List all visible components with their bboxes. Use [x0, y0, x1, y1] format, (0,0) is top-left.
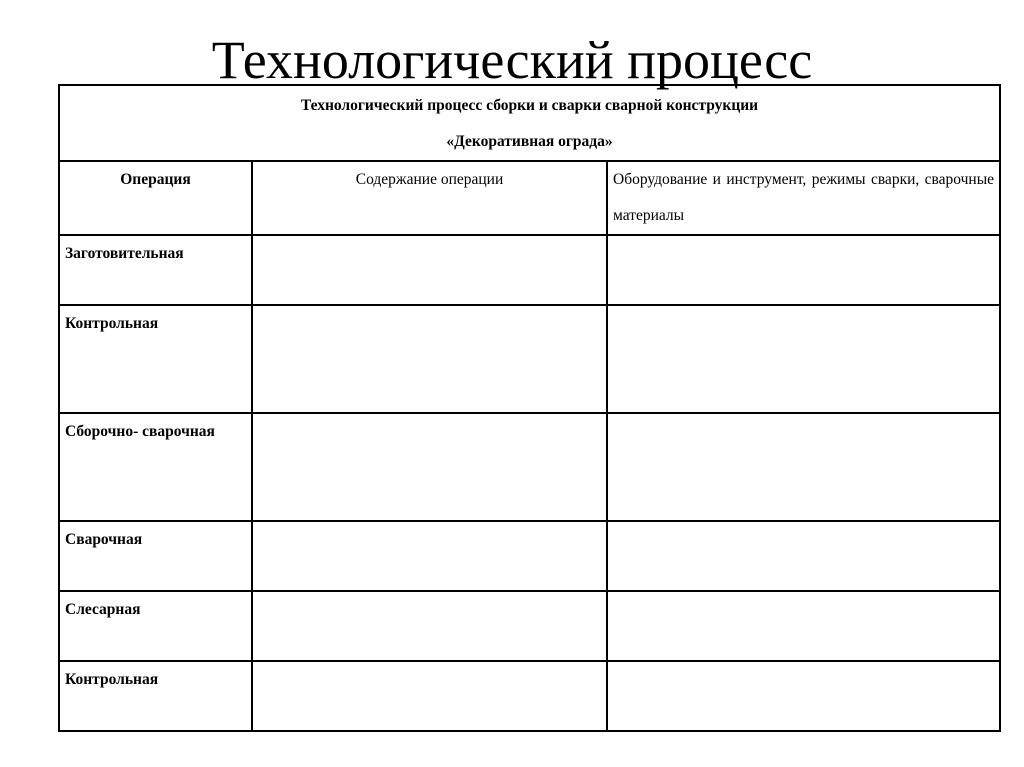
header-content: Содержание операции	[252, 161, 607, 235]
equipment-cell	[607, 521, 1000, 591]
content-cell	[252, 661, 607, 731]
table-header-row	[59, 161, 1000, 235]
header-operation: Операция	[59, 161, 252, 235]
operation-cell: Контрольная	[59, 661, 252, 731]
table-row	[59, 305, 1000, 413]
table-caption-line-2: «Декоративная ограда»	[446, 133, 613, 150]
table-row	[59, 591, 1000, 661]
process-table	[58, 84, 1001, 732]
operation-cell: Сварочная	[59, 521, 252, 591]
table-row	[59, 521, 1000, 591]
table-row	[59, 235, 1000, 305]
operation-cell: Слесарная	[59, 591, 252, 661]
equipment-cell	[607, 305, 1000, 413]
table-row	[59, 413, 1000, 521]
content-cell	[252, 591, 607, 661]
header-equipment: Оборудование и инструмент, режимы сварки, сварочные материалы	[607, 161, 1000, 235]
content-cell	[252, 305, 607, 413]
operation-cell: Сборочно- сварочная	[59, 413, 252, 521]
equipment-cell	[607, 661, 1000, 731]
table-row	[59, 661, 1000, 731]
equipment-cell	[607, 413, 1000, 521]
content-cell	[252, 521, 607, 591]
slide-title: Технологический процесс	[211, 30, 813, 90]
content-cell	[252, 413, 607, 521]
equipment-cell	[607, 591, 1000, 661]
table-caption-row	[59, 85, 1000, 161]
operation-cell: Контрольная	[59, 305, 252, 413]
operation-cell: Заготовительная	[59, 235, 252, 305]
content-cell	[252, 235, 607, 305]
table-caption-line-1: Технологический процесс сборки и сварки сварной конструкции	[300, 97, 759, 114]
equipment-cell	[607, 235, 1000, 305]
table-caption	[59, 85, 1000, 161]
